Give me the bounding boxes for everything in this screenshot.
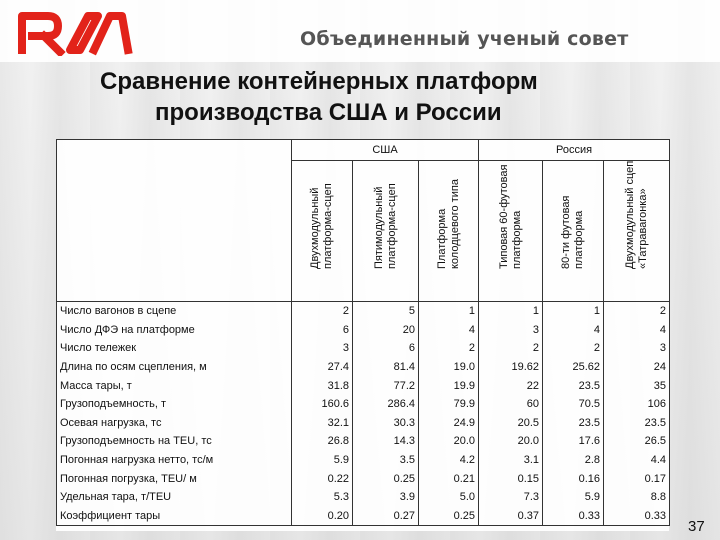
table-cell: 32.1 [292, 414, 353, 433]
table-cell: 5.9 [292, 451, 353, 470]
table-cell: 23.5 [543, 414, 604, 433]
table-cell: 3 [479, 321, 543, 340]
table-cell: 30.3 [353, 414, 419, 433]
table-row [57, 432, 670, 451]
table-row [57, 376, 670, 395]
table-cell: 19.0 [419, 358, 479, 377]
table-cell: 106 [604, 395, 670, 414]
row-label: Число вагонов в сцепе [57, 302, 292, 321]
table-cell: 2 [419, 339, 479, 358]
column-header: 80-ти футовая платформа [543, 161, 604, 302]
table-cell: 60 [479, 395, 543, 414]
table-row [57, 469, 670, 488]
table-row [57, 507, 670, 526]
table-cell: 0.17 [604, 469, 670, 488]
table-corner [57, 140, 292, 302]
table-row [57, 414, 670, 433]
table-row [57, 395, 670, 414]
council-title: Объединенный ученый совет [300, 28, 629, 50]
group-header-russia: Россия [479, 140, 670, 161]
title-line-1: Сравнение контейнерных платформ [100, 68, 538, 95]
table-cell: 7.3 [479, 488, 543, 507]
table-cell: 0.25 [353, 469, 419, 488]
table-cell: 5.0 [419, 488, 479, 507]
row-label: Коэффициент тары [57, 507, 292, 526]
column-header: Платформа колодцевого типа [419, 161, 479, 302]
column-header: Двухмодульный сцеп «Татравагонка» [604, 161, 670, 302]
table-cell: 23.5 [604, 414, 670, 433]
table-cell: 81.4 [353, 358, 419, 377]
row-label: Грузоподъемность на TEU, тс [57, 432, 292, 451]
row-label: Удельная тара, т/TEU [57, 488, 292, 507]
column-header: Двухмодульный платформа-сцеп [292, 161, 353, 302]
table-cell: 4 [604, 321, 670, 340]
table-cell: 2 [292, 302, 353, 321]
table-cell: 2 [479, 339, 543, 358]
table-cell: 6 [292, 321, 353, 340]
table-cell: 4 [543, 321, 604, 340]
table-cell: 8.8 [604, 488, 670, 507]
table-cell: 23.5 [543, 376, 604, 395]
table-cell: 0.15 [479, 469, 543, 488]
table-cell: 3.5 [353, 451, 419, 470]
row-label: Погонная нагрузка нетто, тс/м [57, 451, 292, 470]
row-label: Длина по осям сцепления, м [57, 358, 292, 377]
table-cell: 17.6 [543, 432, 604, 451]
row-label: Погонная погрузка, TEU/ м [57, 469, 292, 488]
table-cell: 5 [353, 302, 419, 321]
table-cell: 5.3 [292, 488, 353, 507]
row-label: Осевая нагрузка, тс [57, 414, 292, 433]
table-cell: 2 [543, 339, 604, 358]
table-cell: 25.62 [543, 358, 604, 377]
table-cell: 2.8 [543, 451, 604, 470]
table-cell: 0.25 [419, 507, 479, 526]
table-cell: 79.9 [419, 395, 479, 414]
table-cell: 20.0 [419, 432, 479, 451]
table-cell: 0.21 [419, 469, 479, 488]
table-cell: 3 [292, 339, 353, 358]
table-cell: 4 [419, 321, 479, 340]
table-cell: 26.5 [604, 432, 670, 451]
table-cell: 6 [353, 339, 419, 358]
table-cell: 19.62 [479, 358, 543, 377]
table-cell: 77.2 [353, 376, 419, 395]
table-cell: 0.33 [543, 507, 604, 526]
table-cell: 20 [353, 321, 419, 340]
table-cell: 0.27 [353, 507, 419, 526]
table-cell: 3.9 [353, 488, 419, 507]
table-cell: 3.1 [479, 451, 543, 470]
table-cell: 0.37 [479, 507, 543, 526]
table-cell: 286.4 [353, 395, 419, 414]
table-cell: 27.4 [292, 358, 353, 377]
table-cell: 1 [479, 302, 543, 321]
table-cell: 0.33 [604, 507, 670, 526]
table-row [57, 488, 670, 507]
table-cell: 4.4 [604, 451, 670, 470]
table-cell: 24.9 [419, 414, 479, 433]
table-cell: 0.16 [543, 469, 604, 488]
table-cell: 22 [479, 376, 543, 395]
table-cell: 20.5 [479, 414, 543, 433]
table-cell: 0.22 [292, 469, 353, 488]
row-label: Число тележек [57, 339, 292, 358]
table-cell: 19.9 [419, 376, 479, 395]
page-number: 37 [688, 518, 705, 535]
page-title [100, 66, 640, 128]
row-label: Масса тары, т [57, 376, 292, 395]
table-cell: 70.5 [543, 395, 604, 414]
column-header: Пятимодульный платформа-сцеп [353, 161, 419, 302]
table-row [57, 358, 670, 377]
table-cell: 1 [543, 302, 604, 321]
table-cell: 24 [604, 358, 670, 377]
table-cell: 35 [604, 376, 670, 395]
column-header: Типовая 60-футовая платформа [479, 161, 543, 302]
rzd-logo [14, 6, 136, 56]
table-cell: 3 [604, 339, 670, 358]
table-row [57, 451, 670, 470]
table-cell: 31.8 [292, 376, 353, 395]
table-row [57, 339, 670, 358]
table-cell: 160.6 [292, 395, 353, 414]
table-cell: 2 [604, 302, 670, 321]
table-cell: 14.3 [353, 432, 419, 451]
table-cell: 20.0 [479, 432, 543, 451]
comparison-table [56, 139, 670, 526]
table-cell: 5.9 [543, 488, 604, 507]
table-cell: 26.8 [292, 432, 353, 451]
table-cell: 4.2 [419, 451, 479, 470]
table-row [57, 302, 670, 321]
title-line-2: производства США и России [155, 99, 502, 126]
group-header-usa: США [292, 140, 479, 161]
table-cell: 1 [419, 302, 479, 321]
row-label: Число ДФЭ на платформе [57, 321, 292, 340]
table-row [57, 321, 670, 340]
row-label: Грузоподъемность, т [57, 395, 292, 414]
table-cell: 0.20 [292, 507, 353, 526]
